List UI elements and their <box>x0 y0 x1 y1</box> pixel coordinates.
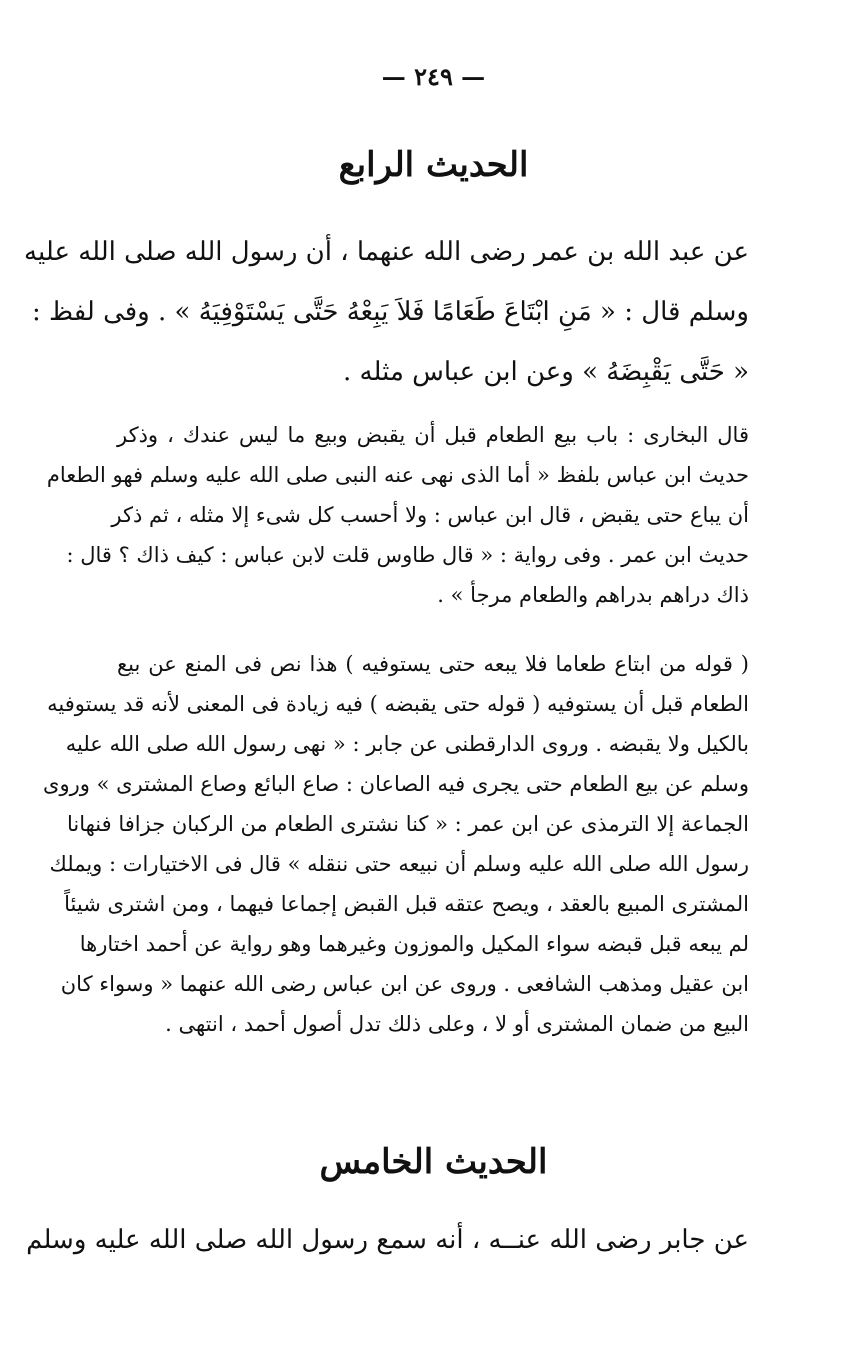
text-line: وسلم عن بيع الطعام حتى يجرى فيه الصاعان : صاع البائع وصاع المشترى » وروى <box>43 772 749 796</box>
page-number: — ٢٤٩ — <box>381 62 486 91</box>
section-4-hadith-text <box>24 222 749 402</box>
text-line: أن يباع حتى يقبض ، قال ابن عباس : ولا أحسب كل شىء إلا مثله ، ثم ذكر <box>111 503 749 527</box>
text-line: حديث ابن عباس بلفظ « أما الذى نهى عنه النبى صلى الله عليه وسلم فهو الطعام <box>46 463 749 487</box>
commentary-paragraph-2 <box>43 644 749 1044</box>
section-5-hadith-text <box>26 1210 749 1270</box>
text-line: رسول الله صلى الله عليه وسلم أن نبيعه حتى ننقله » قال فى الاختيارات : ويملك <box>49 852 749 876</box>
text-line: ( قوله من ابتاع طعاما فلا يبعه حتى يستوفيه ) هذا نص فى المنع عن بيع <box>117 652 749 676</box>
text-line: بالكيل ولا يقبضه . وروى الدارقطنى عن جابر : « نهى رسول الله صلى الله عليه <box>65 732 749 756</box>
text-line: الطعام قبل أن يستوفيه ( قوله حتى يقبضه ) فيه زيادة فى المعنى لأنه قد يستوفيه <box>47 692 749 716</box>
text-line: الجماعة إلا الترمذى عن ابن عمر : « كنا نشترى الطعام من الركبان جزافا فنهانا <box>66 812 749 836</box>
text-line: لم يبعه قبل قبضه سواء المكيل والموزون وغيرهما وهو رواية عن أحمد اختارها <box>79 932 749 956</box>
section-5-title: الحديث الخامس <box>319 1142 548 1182</box>
text-line: البيع من ضمان المشترى أو لا ، وعلى ذلك تدل أصول أحمد ، انتهى . <box>165 1012 749 1036</box>
text-line: عن عبد الله بن عمر رضى الله عنهما ، أن رسول الله صلى الله عليه <box>24 237 749 267</box>
text-line: « حَتَّى يَقْبِضَهُ » وعن ابن عباس مثله . <box>343 357 749 387</box>
text-line: عن جابر رضى الله عنــه ، أنه سمع رسول الله صلى الله عليه وسلم <box>26 1225 749 1255</box>
text-line: ابن عقيل ومذهب الشافعى . وروى عن ابن عباس رضى الله عنهما « وسواء كان <box>60 972 749 996</box>
commentary-paragraph-1 <box>46 415 749 615</box>
text-line: المشترى المبيع بالعقد ، ويصح عتقه قبل القبض إجماعا فيهما ، ومن اشترى شيئاً <box>64 892 749 916</box>
text-line: ذاك دراهم بدراهم والطعام مرجأ » . <box>437 583 749 607</box>
text-line: وسلم قال : « مَنِ ابْتَاعَ طَعَامًا فَلاَ يَبِعْهُ حَتَّى يَسْتَوْفِيَهُ » . وفى لفظ : <box>32 297 749 327</box>
text-line: قال البخارى : باب بيع الطعام قبل أن يقبض وبيع ما ليس عندك ، وذكر <box>117 423 749 447</box>
text-line: حديث ابن عمر . وفى رواية : « قال طاوس قلت لابن عباس : كيف ذاك ؟ قال : <box>66 543 749 567</box>
section-4-title: الحديث الرابع <box>338 145 529 185</box>
